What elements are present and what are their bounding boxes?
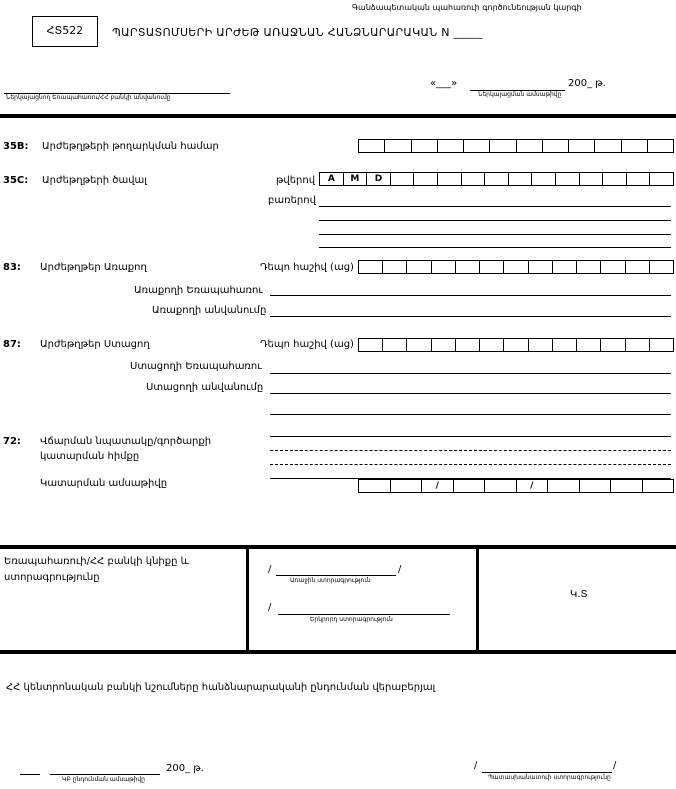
entry-cell[interactable]: [517, 140, 543, 152]
entry-cell[interactable]: [553, 339, 577, 351]
entry-cell[interactable]: [504, 261, 528, 273]
entry-cell[interactable]: A: [320, 173, 344, 185]
words-line-1[interactable]: [319, 206, 671, 207]
field-code-35b: 35B:: [3, 141, 29, 152]
entry-cell[interactable]: D: [367, 173, 391, 185]
entry-cell[interactable]: [504, 339, 528, 351]
purpose-label-line2: կատարման հիմքը: [40, 451, 140, 462]
execution-date-cells[interactable]: [358, 479, 674, 493]
sender-account-cells[interactable]: [358, 260, 674, 274]
entry-cell[interactable]: [622, 140, 648, 152]
document-title: ՊԱՐՏԱՏՈՄՍԵՐԻ ԱՐԺԵԹ ԱՌԱՋՆԱՆ ՀԱՆՁՆԱՐԱՐԱԿԱՆ N _____: [112, 26, 483, 39]
entry-cell[interactable]: [532, 173, 556, 185]
entry-cell[interactable]: [391, 173, 415, 185]
entry-cell[interactable]: [577, 339, 601, 351]
entry-cell[interactable]: [385, 140, 411, 152]
second-signature-line[interactable]: [278, 614, 450, 615]
entry-cell[interactable]: [485, 480, 517, 492]
footer-day-line[interactable]: [20, 774, 40, 775]
field-label-35c: Արժեթղթերի ծավալ: [42, 175, 147, 186]
issue-number-cells[interactable]: [358, 139, 674, 153]
entry-cell[interactable]: [359, 339, 383, 351]
footer-date-caption: ԿԲ ընդունման ամսաթիվը: [62, 776, 145, 783]
entry-cell[interactable]: [462, 173, 486, 185]
receiver-custodian-label: Ստացողի Եռապահառու: [130, 361, 262, 372]
entry-cell[interactable]: [490, 140, 516, 152]
entry-cell[interactable]: [529, 261, 553, 273]
field-code-35c: 35C:: [3, 175, 29, 186]
divider-signatures-bottom: [0, 650, 676, 654]
entry-cell[interactable]: [485, 173, 509, 185]
receiver-custodian-line[interactable]: [270, 373, 671, 374]
sender-account-label: Դեպո հաշիվ (աց): [260, 262, 354, 273]
entry-cell[interactable]: [601, 261, 625, 273]
entry-cell[interactable]: [548, 480, 580, 492]
field-label-87: Արժեթղթեր Ստացող: [40, 339, 150, 350]
footer-sig-slash-left: /: [474, 760, 478, 771]
entry-cell[interactable]: [569, 140, 595, 152]
field-code-83: 83:: [3, 262, 21, 273]
execution-date-label: Կատարման ամսաթիվը: [40, 478, 168, 489]
entry-cell[interactable]: [553, 261, 577, 273]
field-code-87: 87:: [3, 339, 21, 350]
entry-cell[interactable]: [603, 173, 627, 185]
entry-cell[interactable]: [407, 261, 431, 273]
entry-cell[interactable]: [407, 339, 431, 351]
footer-signature-caption: Պատասխանատուի ստորագրությունը: [488, 774, 611, 781]
entry-cell[interactable]: [359, 261, 383, 273]
entry-cell[interactable]: [556, 173, 580, 185]
purpose-line-2[interactable]: [270, 450, 671, 451]
entry-cell[interactable]: [391, 480, 423, 492]
entry-cell[interactable]: [438, 140, 464, 152]
receiver-account-cells[interactable]: [358, 338, 674, 352]
entry-cell[interactable]: [580, 173, 604, 185]
entry-cell[interactable]: [577, 261, 601, 273]
sig1-slash-right: /: [398, 564, 402, 575]
second-signature-caption: Երկրորդ ստորագրություն: [310, 616, 393, 623]
entry-cell[interactable]: [438, 173, 462, 185]
field-code-72: 72:: [3, 436, 21, 447]
entry-cell[interactable]: [454, 480, 486, 492]
sender-custodian-label: Առաքողի Եռապահառու: [134, 285, 263, 296]
entry-cell[interactable]: [414, 173, 438, 185]
stamp-place: Կ.Տ: [570, 589, 588, 600]
entry-cell[interactable]: [456, 339, 480, 351]
entry-cell[interactable]: /: [517, 480, 549, 492]
entry-cell[interactable]: [456, 261, 480, 273]
purpose-line-3[interactable]: [270, 464, 671, 465]
words-label: բառերով: [268, 195, 316, 206]
entry-cell[interactable]: [383, 339, 407, 351]
footer-date-line[interactable]: [50, 774, 160, 775]
receiver-name-label: Ստացողի անվանումը: [146, 382, 264, 393]
sender-name-label: Առաքողի անվանումը: [152, 305, 267, 316]
divider-top: [0, 114, 676, 118]
entry-cell[interactable]: /: [422, 480, 454, 492]
divider-signatures-top: [0, 545, 676, 549]
entry-cell[interactable]: [580, 480, 612, 492]
purpose-label-line1: Վճարման նպատակը/գործարքի: [40, 436, 212, 447]
entry-cell[interactable]: [464, 140, 490, 152]
receiver-name-line-1[interactable]: [270, 393, 671, 394]
entry-cell[interactable]: M: [344, 173, 368, 185]
entry-cell[interactable]: [480, 261, 504, 273]
first-signature-line[interactable]: [276, 575, 396, 576]
entry-cell[interactable]: [601, 339, 625, 351]
form-code-box: [32, 16, 98, 47]
date-year: 200_ թ.: [568, 78, 606, 89]
seal-label-line2: ստորագրությունը: [4, 572, 100, 583]
footer-signature-line[interactable]: [482, 772, 612, 773]
entry-cell[interactable]: [648, 140, 673, 152]
words-line-4[interactable]: [319, 247, 671, 248]
words-line-2[interactable]: [319, 220, 671, 221]
entry-cell[interactable]: [627, 173, 651, 185]
entry-cell[interactable]: [432, 261, 456, 273]
date-caption: Ներկայացման ամսաթիվը: [478, 91, 562, 98]
entry-cell[interactable]: [359, 480, 391, 492]
org-name-caption: Ներկայացնող Եռապահառու/ՀՀ բանկի անվանումը: [6, 94, 171, 101]
first-signature-caption: Առաջին ստորագրություն: [290, 577, 371, 584]
entry-cell[interactable]: [626, 339, 650, 351]
footer-year: 200_ թ.: [166, 763, 204, 774]
entry-cell[interactable]: [650, 339, 673, 351]
field-label-35b: Արժեթղթերի թողարկման համար: [42, 141, 219, 152]
entry-cell[interactable]: [432, 339, 456, 351]
entry-cell[interactable]: [383, 261, 407, 273]
divider-vertical-1: [246, 549, 249, 651]
entry-cell[interactable]: [611, 480, 643, 492]
entry-cell[interactable]: [543, 140, 569, 152]
purpose-line-1[interactable]: [270, 436, 671, 437]
sig1-slash-left: /: [268, 564, 272, 575]
entry-cell[interactable]: [643, 480, 674, 492]
central-bank-notes: ՀՀ կենտրոնական բանկի նշումները հանձնարարականի ընդունման վերաբերյալ: [6, 682, 436, 693]
entry-cell[interactable]: [529, 339, 553, 351]
amount-digits-cells[interactable]: [319, 172, 674, 186]
entry-cell[interactable]: [359, 140, 385, 152]
words-line-3[interactable]: [319, 234, 671, 235]
sig2-slash-left: /: [268, 602, 272, 613]
footer-sig-slash-right: /: [613, 760, 617, 771]
receiver-name-line-2[interactable]: [270, 414, 671, 415]
entry-cell[interactable]: [412, 140, 438, 152]
entry-cell[interactable]: [480, 339, 504, 351]
form-code: ՀՏ522: [46, 24, 84, 37]
entry-cell[interactable]: [595, 140, 621, 152]
seal-label-line1: Եռապահառուի/ՀՀ բանկի կնիքը և: [4, 556, 189, 567]
entry-cell[interactable]: [650, 261, 673, 273]
entry-cell[interactable]: [650, 173, 673, 185]
entry-cell[interactable]: [626, 261, 650, 273]
date-day[interactable]: «___»: [430, 78, 458, 89]
sender-name-line[interactable]: [270, 316, 671, 317]
entry-cell[interactable]: [509, 173, 533, 185]
divider-vertical-2: [476, 549, 479, 651]
receiver-account-label: Դեպո հաշիվ (աց): [260, 339, 354, 350]
sender-custodian-line[interactable]: [270, 295, 671, 296]
top-right-note: Գանձապետական պահառուի գործունեության կարգի: [352, 3, 582, 12]
field-label-83: Արժեթղթեր Առաքող: [40, 262, 147, 273]
digits-label: թվերով: [276, 175, 316, 186]
